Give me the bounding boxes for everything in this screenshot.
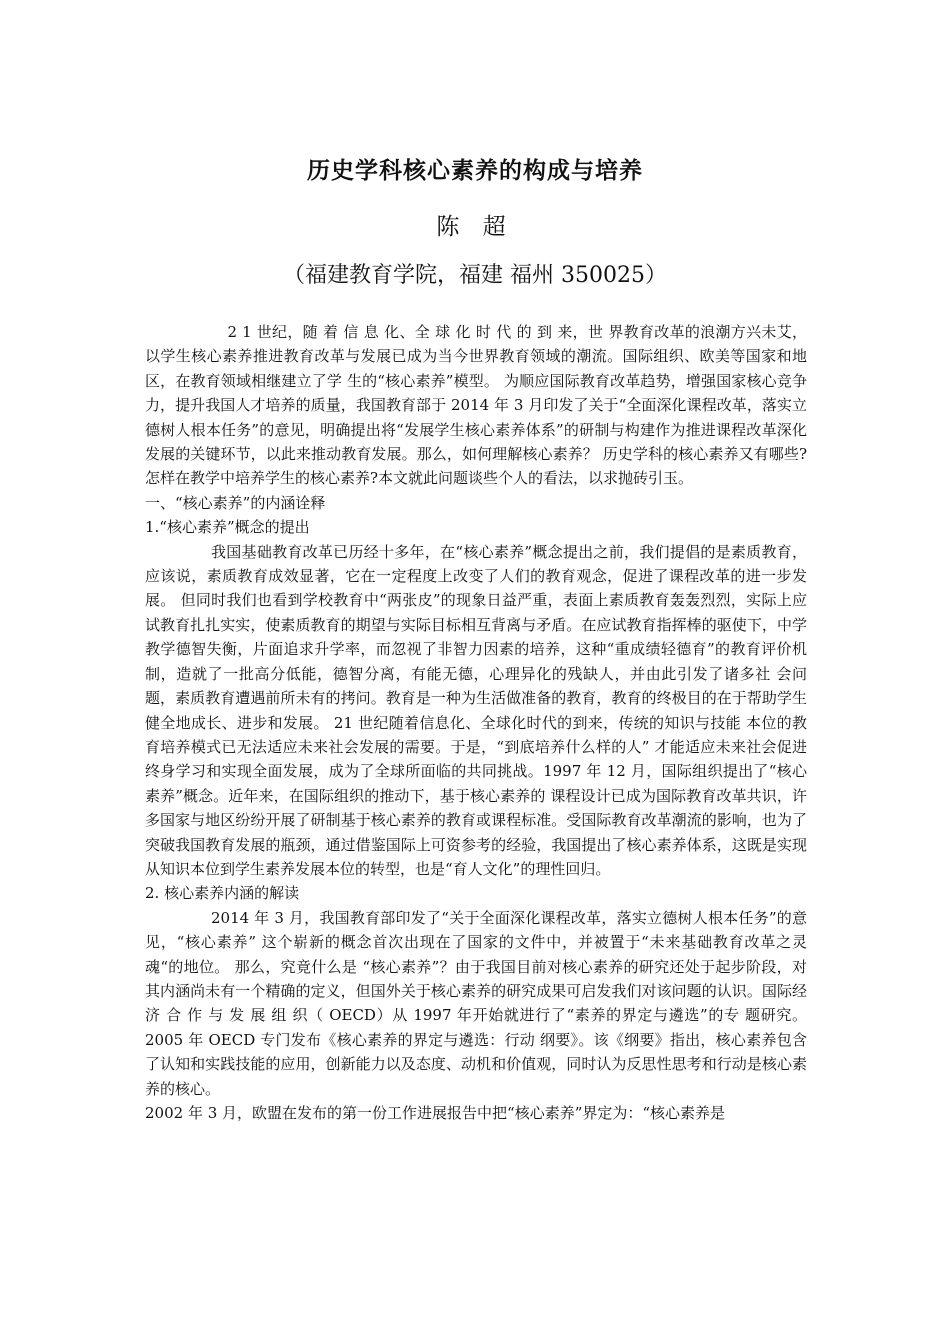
author-name: 陈 超 — [436, 214, 514, 240]
intro-paragraph: 2 1 世纪，随 着 信 息 化、全 球 化 时 代 的 到 来，世 界教育改革的浪潮方兴未艾，以学生核心素养推进教育改革与发展已成为当今世界教育领域的潮流。国际组织、欧美等国家和地区，在教育领域相继建立了学 生的“核心素养”模型。 为顺应国际教育改革趋势，增强国家核心竞争力，提升我国人才培养的质量，我国教育部于 2014 年 3 月印发了关于“全面深化课程改革，落实立德树人根本任务”的意见，明确提出将“发展学生核心素养体系”的研制与构建作为推进课程改革深化发展的关键环节，以此来推动教育发展。那么，如何理解核心素养？ 历史学科的核心素养又有哪些?怎样在教学中培养学生的核心素养?本文就此问题谈些个人的看法，以求抛砖引玉。 — [145, 323, 807, 488]
subsection-1-paragraph: 我国基础教育改革已历经十多年，在“核心素养”概念提出之前，我们提倡的是素质教育，应该说，素质教育成效显著，它在一定程度上改变了人们的教育观念，促进了课程改革的进一步发展。 但同时我们也看到学校教育中“两张皮”的现象日益严重，表面上素质教育轰轰烈烈，实际上应试教育扎扎实实，使素质教育的期望与实际目标相互背离与矛盾。在应试教育指挥棒的驱使下，中学教学德智失衡，片面追求升学率，而忽视了非智力因素的培养，这种“重成绩轻德育”的教育评价机制，造就了一批高分低能，德智分离，有能无德，心理异化的残缺人，并由此引发了诸多社 会问题，素质教育遭遇前所未有的拷问。教育是一种为生活做准备的教育，教育的终极目的在于帮助学生健全地成长、进步和发展。 21 世纪随着信息化、全球化时代的到来，传统的知识与技能 本位的教育培养模式已无法适应未来社会发展的需要。于是，“到底培养什么样的人” 才能适应未来社会促进终身学习和实现全面发展，成为了全球所面临的共同挑战。1997 年 12 月，国际组织提出了“核心素养”概念。近年来，在国际组织的推动下，基于核心素养的 课程设计已成为国际教育改革共识，许多国家与地区纷纷开展了研制基于核心素养的教育或课程标准。受国际教育改革潮流的影响，也为了突破我国教育发展的瓶颈，通过借鉴国际上可资参考的经验，我国提出了核心素养体系，这既是实现从知识本位到学生素养发展本位的转型，也是“育人文化”的理性回归。 — [145, 542, 807, 878]
article-body — [145, 320, 807, 1125]
last-paragraph: 2002 年 3 月，欧盟在发布的第一份工作进展报告中把“核心素养”界定为：“核心素养是 — [145, 1104, 726, 1122]
subsection-heading-2: 2. 核心素养内涵的解读 — [145, 884, 300, 903]
author-affiliation: （福建教育学院，福建 福州 350025） — [283, 263, 667, 288]
section-heading-1: 一、“核心素养”的内涵诠释 — [145, 493, 326, 512]
subsection-2-paragraph: 2014 年 3 月，我国教育部印发了“关于全面深化课程改革，落实立德树人根本任务”的意见，“核心素养” 这个崭新的概念首次出现在了国家的文件中，并被置于“未来基础教育改革之灵魂“的地位。 那么，究竟什么是 “核心素养”？由于我国目前对核心素养的研究还处于起步阶段，对其内涵尚未有一个精确的定义，但国外关于核心素养的研究成果可启发我们对该问题的认识。国际经 济 合 作 与 发 展 组 织（ OECD）从 1997 年开始就进行了“素养的界定与遴选”的专 题研究。 2005 年 OECD 专门发布《核心素养的界定与遴选：行动 纲要》。该《纲要》指出，核心素养包含了认知和实践技能的应用，创新能力以及态度、动机和价值观，同时认为反思性思考和行动是核心素养的核心。 — [145, 908, 807, 1098]
page-title: 历史学科核心素养的构成与培养 — [307, 157, 643, 184]
subsection-heading-1: 1.“核心素养”概念的提出 — [145, 518, 310, 537]
